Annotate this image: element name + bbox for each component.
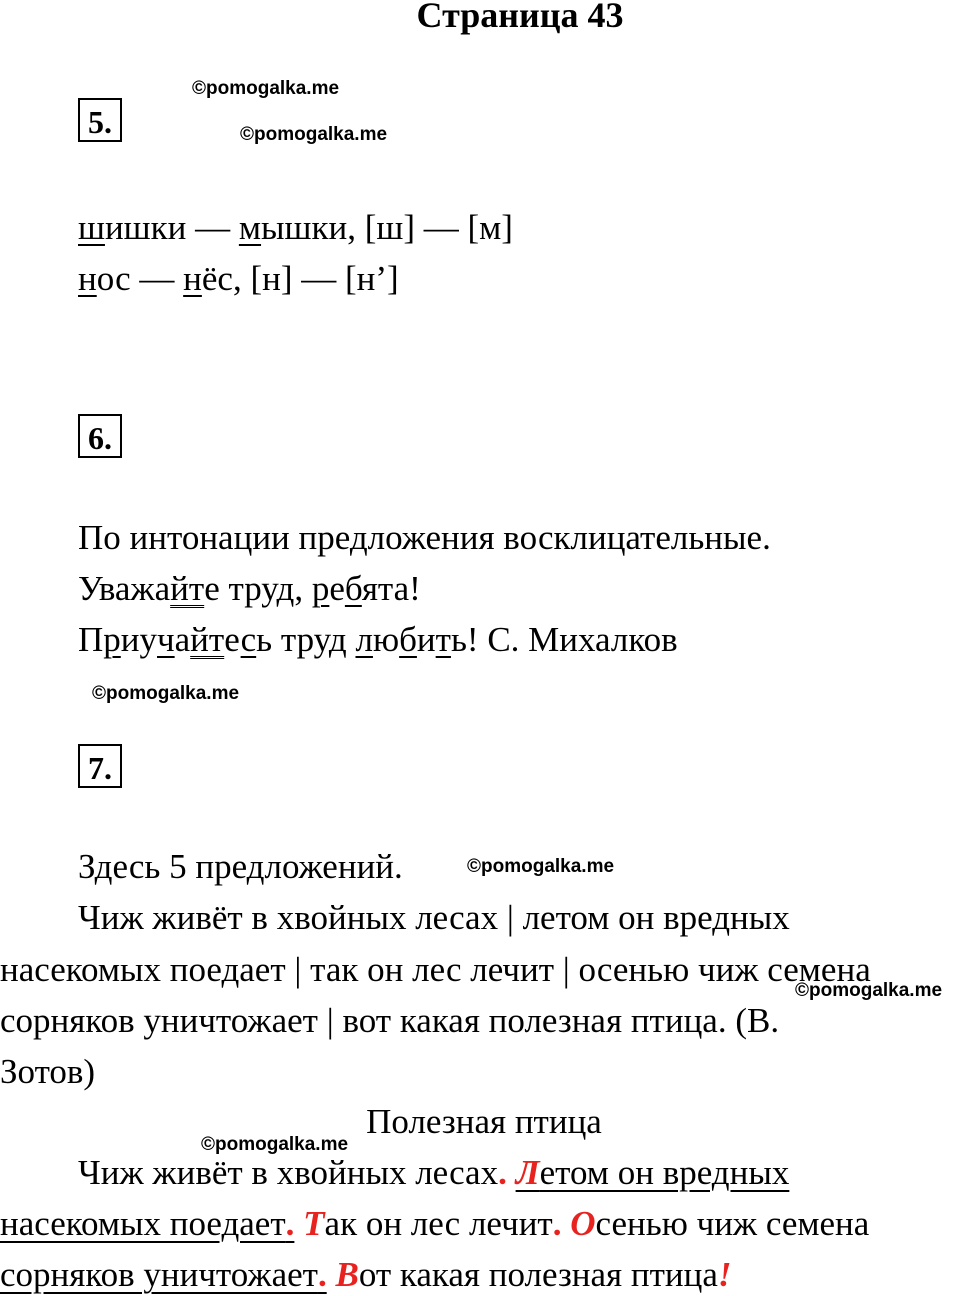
text-fragment: ышки, [ш] — [м] (261, 208, 513, 247)
text-fragment: от какая полезная птица (358, 1255, 718, 1294)
task6-line-1: По интонации предложения восклицательные. (78, 518, 771, 557)
text-fragment: и (416, 620, 436, 659)
watermark: ©pomogalka.me (467, 856, 615, 877)
underlined-letter: м (238, 208, 262, 247)
text-fragment: ь труд (256, 620, 356, 659)
corrected-line-3 (0, 1255, 732, 1295)
double-underlined-letters: йт (170, 569, 205, 608)
task5-line-1 (78, 208, 513, 248)
task6-line-2 (78, 569, 421, 609)
task7-source-line-2: насекомых поедает | так он лес лечит | осенью чиж семена (0, 950, 871, 989)
inserted-period: . (552, 1204, 562, 1243)
task5-line-2 (78, 259, 399, 299)
inserted-period: . (285, 1204, 295, 1243)
page-title: Страница 43 (416, 0, 624, 35)
text-fragment: иу (120, 620, 158, 659)
text-heading: Полезная птица (366, 1102, 602, 1141)
watermark: ©pomogalka.me (795, 980, 943, 1001)
text-fragment: е (224, 620, 241, 659)
text-fragment: а (174, 620, 191, 659)
corrected-line-1 (78, 1153, 789, 1193)
corrected-line-2 (0, 1204, 869, 1244)
task7-source-line-1: Чиж живёт в хвойных лесах | летом он вредных (78, 898, 790, 937)
inserted-exclamation: ! (717, 1255, 732, 1294)
capital-letter: Л (515, 1153, 540, 1192)
text-fragment: е труд, (204, 569, 312, 608)
underlined-sentence (0, 1255, 327, 1294)
underlined-letter: ш (78, 208, 105, 247)
watermark: ©pomogalka.me (201, 1134, 349, 1155)
underlined-sentence (0, 1204, 294, 1243)
task7-source-line-4: Зотов) (0, 1052, 96, 1091)
watermark: ©pomogalka.me (240, 124, 388, 145)
inserted-period: . (317, 1255, 327, 1294)
underlined-letter: л (355, 620, 373, 659)
text-fragment: ь! С. Михалков (450, 620, 678, 659)
underlined-letter: с (240, 620, 257, 659)
underlined-letter: ч (157, 620, 175, 659)
task7-intro: Здесь 5 предложений. (78, 847, 403, 886)
text-fragment: сорняков уничтожает (0, 1255, 318, 1294)
underlined-letter: н (78, 259, 97, 298)
text-fragment: Уважа (78, 569, 171, 608)
task-number-6: 6. (78, 414, 122, 458)
capital-letter: Т (303, 1204, 325, 1243)
task-number-7: 7. (78, 744, 122, 788)
text-fragment: насекомых поедает (0, 1204, 286, 1243)
underlined-letter: т (435, 620, 451, 659)
underlined-letter: б (344, 569, 362, 608)
watermark: ©pomogalka.me (92, 683, 240, 704)
text-fragment: ята! (361, 569, 421, 608)
text-fragment: етом он вредных (539, 1153, 790, 1192)
inserted-period: . (498, 1153, 507, 1192)
task-number-5: 5. (78, 98, 122, 142)
text-fragment: П (78, 620, 104, 659)
text-fragment: сенью чиж семена (595, 1204, 870, 1243)
text-fragment: е (329, 569, 345, 608)
watermark: ©pomogalka.me (192, 78, 340, 99)
text-fragment: ёс, [н] — [н’] (201, 259, 399, 298)
text-fragment: Чиж живёт в хвойных лесах (78, 1153, 499, 1192)
text-fragment: ишки — (104, 208, 239, 247)
capital-letter: В (335, 1255, 359, 1294)
underlined-letter: н (183, 259, 202, 298)
underlined-letter: р (103, 620, 121, 659)
underlined-sentence (516, 1153, 790, 1192)
text-fragment: ос — (96, 259, 184, 298)
text-fragment: ак он лес лечит (324, 1204, 553, 1243)
underlined-letter: б (399, 620, 417, 659)
text-fragment: ю (372, 620, 400, 659)
capital-letter: О (570, 1204, 596, 1243)
underlined-letter: р (311, 569, 330, 608)
task6-line-3 (78, 620, 678, 660)
double-underlined-letters: йт (190, 620, 225, 659)
task7-source-line-3: сорняков уничтожает | вот какая полезная птица. (В. (0, 1001, 780, 1040)
